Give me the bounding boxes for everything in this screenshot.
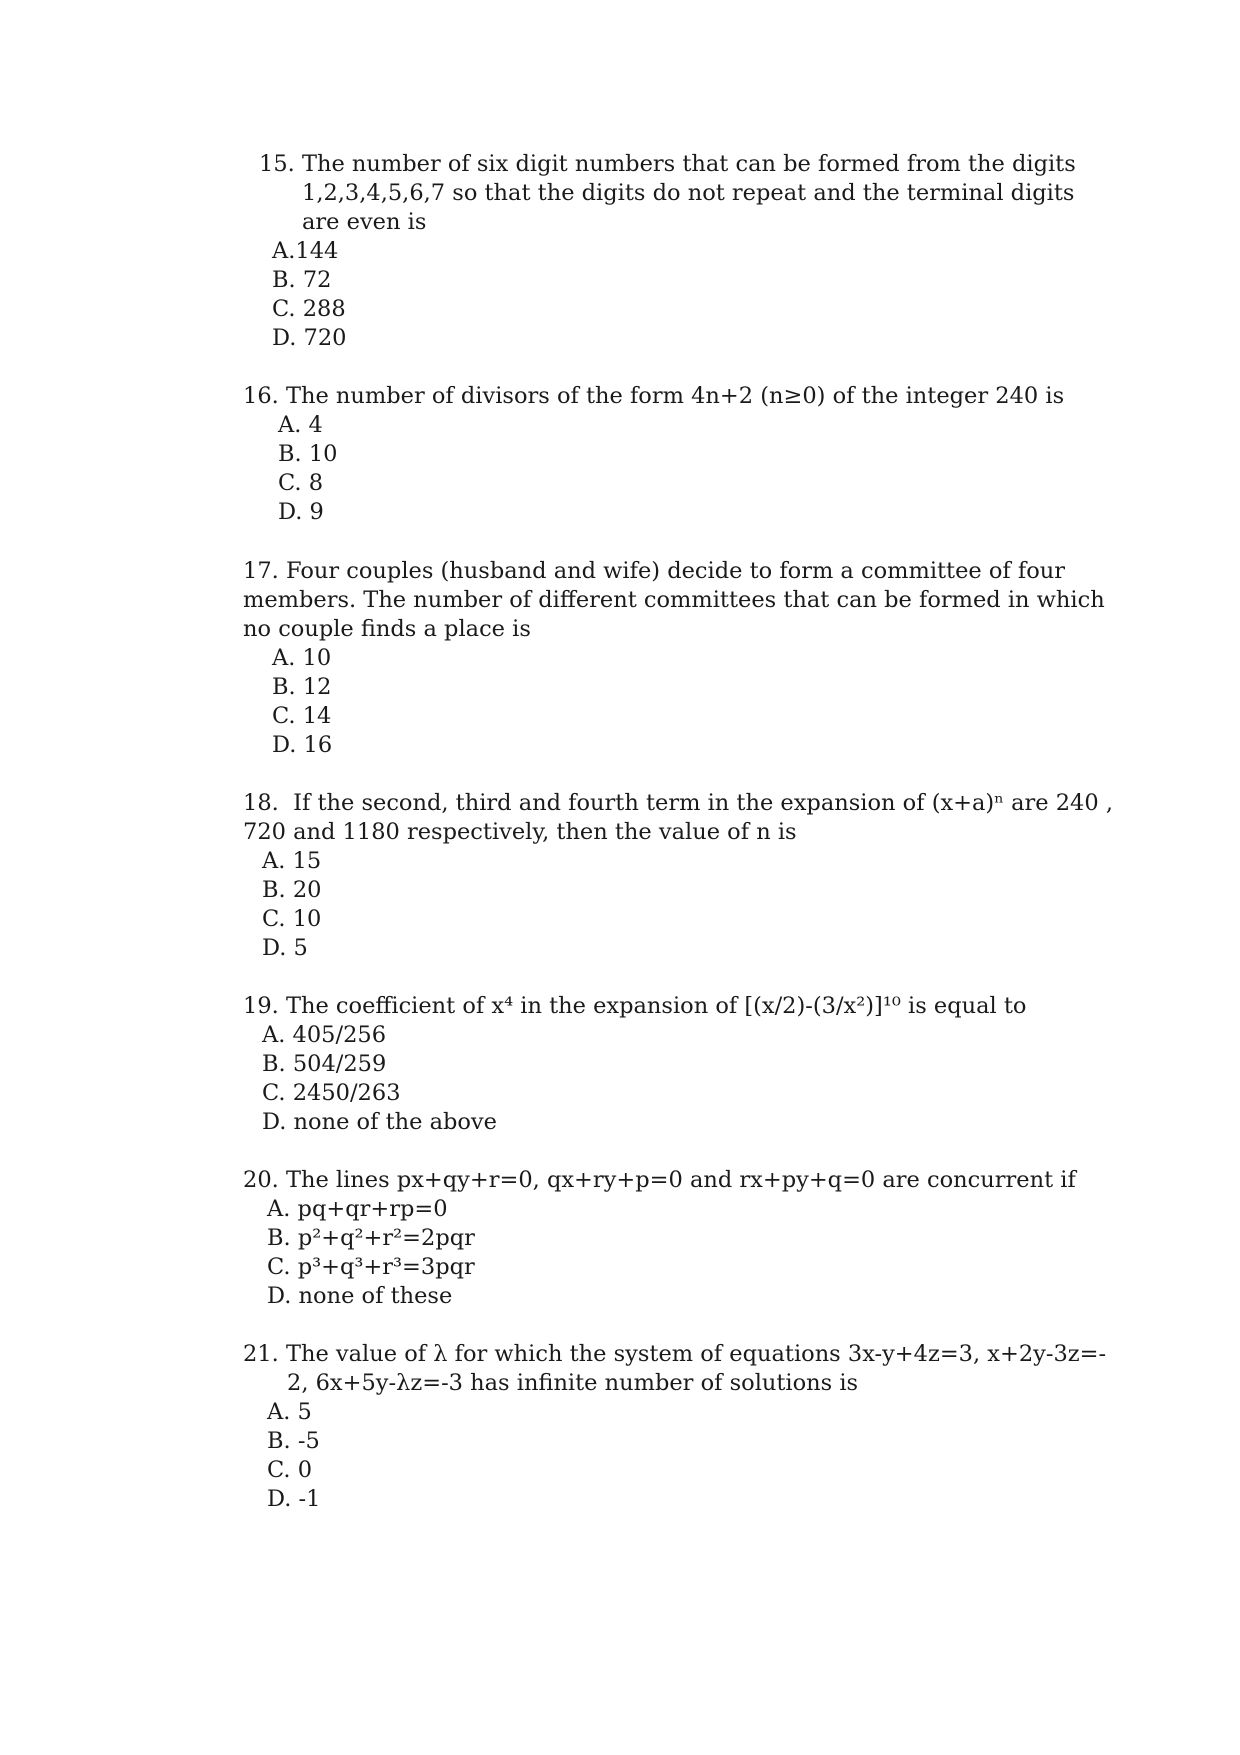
question-text-line: 17. Four couples (husband and wife) decide to form a committee of four bbox=[243, 558, 1066, 584]
option-a: A. 4 bbox=[278, 412, 323, 438]
option-b: B. 10 bbox=[278, 441, 338, 467]
question-number: 18. bbox=[243, 790, 279, 816]
option-c: C. 0 bbox=[267, 1457, 313, 1483]
option-a: A. 405/256 bbox=[262, 1022, 387, 1048]
question-text-line: 21. The value of λ for which the system of equations 3x-y+4z=3, x+2y-3z=- bbox=[243, 1341, 1107, 1367]
option-a: A.144 bbox=[272, 238, 339, 264]
question-text-line: 15. The number of six digit numbers that can be formed from the digits bbox=[259, 151, 1076, 177]
question-text-line: 19. The coefficient of x⁴ in the expansion of [(x/2)-(3/x²)]¹⁰ is equal to bbox=[243, 993, 1027, 1019]
option-c: C. 14 bbox=[272, 703, 332, 729]
option-b: B. -5 bbox=[267, 1428, 320, 1454]
option-d: D. 9 bbox=[278, 499, 324, 525]
question-text-line: no couple finds a place is bbox=[243, 616, 531, 642]
question-number: 20. bbox=[243, 1167, 279, 1193]
option-d: D. 16 bbox=[272, 732, 333, 758]
option-d: D. 720 bbox=[272, 325, 347, 351]
option-d: D. -1 bbox=[267, 1486, 321, 1512]
option-a: A. 5 bbox=[267, 1399, 312, 1425]
question-text-line: 20. The lines px+qy+r=0, qx+ry+p=0 and rx+py+q=0 are concurrent if bbox=[243, 1167, 1076, 1193]
option-d: D. 5 bbox=[262, 935, 308, 961]
question-number: 21. bbox=[243, 1341, 279, 1367]
option-c: C. 2450/263 bbox=[262, 1080, 401, 1106]
question-text-line: members. The number of different committees that can be formed in which bbox=[243, 587, 1105, 613]
option-b: B. p²+q²+r²=2pqr bbox=[267, 1225, 475, 1251]
option-d: D. none of these bbox=[267, 1283, 453, 1309]
option-c: C. 288 bbox=[272, 296, 346, 322]
question-number: 16. bbox=[243, 383, 279, 409]
option-a: A. pq+qr+rp=0 bbox=[267, 1196, 448, 1222]
option-c: C. 8 bbox=[278, 470, 324, 496]
question-text-line: 18. If the second, third and fourth term in the expansion of (x+a)ⁿ are 240 , bbox=[243, 790, 1113, 816]
question-number: 15. bbox=[259, 151, 295, 177]
question-number: 19. bbox=[243, 993, 279, 1019]
question-text-line: 1,2,3,4,5,6,7 so that the digits do not repeat and the terminal digits bbox=[302, 180, 1075, 206]
question-text-line: 720 and 1180 respectively, then the value of n is bbox=[243, 819, 797, 845]
option-c: C. p³+q³+r³=3pqr bbox=[267, 1254, 475, 1280]
option-b: B. 72 bbox=[272, 267, 332, 293]
option-b: B. 504/259 bbox=[262, 1051, 387, 1077]
option-b: B. 12 bbox=[272, 674, 332, 700]
question-number: 17. bbox=[243, 558, 279, 584]
option-d: D. none of the above bbox=[262, 1109, 497, 1135]
question-text-line: 2, 6x+5y-λz=-3 has infinite number of solutions is bbox=[287, 1370, 859, 1396]
question-text-line: are even is bbox=[302, 209, 427, 235]
option-a: A. 10 bbox=[272, 645, 332, 671]
option-a: A. 15 bbox=[262, 848, 322, 874]
option-c: C. 10 bbox=[262, 906, 322, 932]
question-text-line: 16. The number of divisors of the form 4n+2 (n≥0) of the integer 240 is bbox=[243, 383, 1065, 409]
option-b: B. 20 bbox=[262, 877, 322, 903]
